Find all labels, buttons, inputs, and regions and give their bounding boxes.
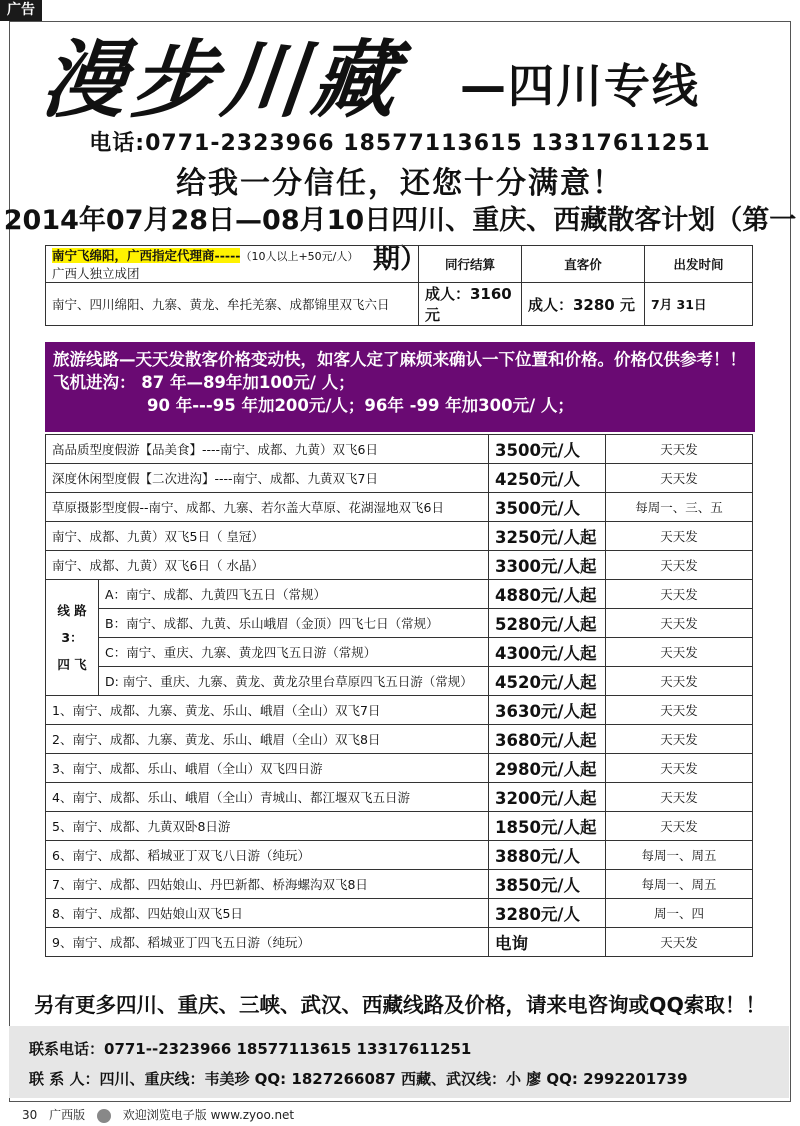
route-departure: 天天发	[606, 928, 753, 957]
route-departure: 天天发	[606, 522, 753, 551]
route-price: 5280元/人起	[489, 609, 606, 638]
contact-people: 联 系 人：四川、重庆线：韦美珍 QQ: 1827266087 西藏、武汉线：小 廖 QQ: 2992201739	[29, 1070, 688, 1088]
peer-price: 成人：3160元	[419, 283, 522, 326]
site-link[interactable]: 欢迎浏览电子版 www.zyoo.net	[122, 1108, 295, 1122]
agent-cell	[46, 246, 419, 283]
table-row	[46, 725, 753, 754]
route-price: 4300元/人起	[489, 638, 606, 667]
table-header-row	[46, 246, 753, 283]
direct-price: 成人：3280 元	[522, 283, 645, 326]
table-row	[46, 870, 753, 899]
route-name: 7、南宁、成都、四姑娘山、丹巴新都、桥海螺沟双飞8日	[46, 870, 489, 899]
notice-line-3: 90 年---95 年加200元/人；96年 -99 年加300元/ 人；	[147, 396, 574, 415]
plan-title: 2014年07月28日—08月10日四川、重庆、西藏散客计划（第一期）	[3, 205, 797, 275]
route-name: 高品质型度假游【品美食】----南宁、成都、九黄）双飞6日	[46, 435, 489, 464]
table-row	[46, 928, 753, 957]
route-name: 南宁、成都、九黄）双飞6日（ 水晶）	[46, 551, 489, 580]
table-row	[46, 609, 753, 638]
notice-banner	[45, 342, 755, 432]
route-title: —四川专线	[460, 59, 700, 113]
route-name: 1、南宁、成都、九寨、黄龙、乐山、峨眉（全山）双飞7日	[46, 696, 489, 725]
slogan: 给我一分信任，还您十分满意！	[176, 166, 624, 201]
contact-bar	[9, 1026, 789, 1098]
route-name: 8、南宁、成都、四姑娘山双飞5日	[46, 899, 489, 928]
table-row	[46, 754, 753, 783]
agent-highlight: 南宁飞绵阳，广西指定代理商-----	[52, 248, 241, 263]
route-price: 4250元/人	[489, 464, 606, 493]
table-row	[46, 580, 753, 609]
contact-phone: 联系电话：0771--2323966 18577113615 13317611251	[29, 1040, 472, 1058]
route-departure: 天天发	[606, 464, 753, 493]
route-departure: 天天发	[606, 783, 753, 812]
route-departure: 天天发	[606, 667, 753, 696]
table-row	[46, 667, 753, 696]
publisher-logo-icon	[97, 1109, 111, 1123]
col-peer-header: 同行结算	[419, 246, 522, 283]
route-price: 3500元/人	[489, 435, 606, 464]
route-name: 草原摄影型度假--南宁、成都、九寨、若尔盖大草原、花湖湿地双飞6日	[46, 493, 489, 522]
route-departure: 每周一、三、五	[606, 493, 753, 522]
route-name: 6、南宁、成都、稻城亚丁双飞八日游（纯玩）	[46, 841, 489, 870]
route-price: 电询	[489, 928, 606, 957]
table-row	[46, 435, 753, 464]
route-departure: 天天发	[606, 812, 753, 841]
table-row	[46, 493, 753, 522]
featured-route-name: 南宁、四川绵阳、九寨、黄龙、牟托羌寨、成都锦里双飞六日	[46, 283, 419, 326]
table-row	[46, 696, 753, 725]
route-name: 2、南宁、成都、九寨、黄龙、乐山、峨眉（全山）双飞8日	[46, 725, 489, 754]
route-price: 4880元/人起	[489, 580, 606, 609]
ad-tag: 广告	[0, 0, 42, 21]
table-row	[46, 899, 753, 928]
route-name: 4、南宁、成都、乐山、峨眉（全山）青城山、都江堰双飞五日游	[46, 783, 489, 812]
table-row	[46, 783, 753, 812]
route-name: A：南宁、成都、九黄四飞五日（常规）	[99, 580, 489, 609]
route-price: 3880元/人	[489, 841, 606, 870]
route-name: B：南宁、成都、九黄、乐山峨眉（金顶）四飞七日（常规）	[99, 609, 489, 638]
route-price: 3280元/人	[489, 899, 606, 928]
col-direct-header: 直客价	[522, 246, 645, 283]
route-departure: 天天发	[606, 638, 753, 667]
route-name: 深度休闲型度假【二次进沟】----南宁、成都、九黄双飞7日	[46, 464, 489, 493]
table-row	[46, 638, 753, 667]
route-price: 3680元/人起	[489, 725, 606, 754]
route-departure: 天天发	[606, 551, 753, 580]
table-row	[46, 522, 753, 551]
brand-title: 漫步川藏	[36, 30, 408, 129]
route-price-table	[45, 434, 753, 957]
route-departure: 周一、四	[606, 899, 753, 928]
route-price: 4520元/人起	[489, 667, 606, 696]
featured-route-table	[45, 245, 753, 326]
route-price: 2980元/人起	[489, 754, 606, 783]
route-price: 1850元/人起	[489, 812, 606, 841]
route-departure: 天天发	[606, 435, 753, 464]
col-date-header: 出发时间	[645, 246, 753, 283]
page-number: 30	[22, 1108, 38, 1122]
table-row	[46, 812, 753, 841]
table-row	[46, 464, 753, 493]
route-price: 3500元/人	[489, 493, 606, 522]
route-price: 3250元/人起	[489, 522, 606, 551]
route-price: 3630元/人起	[489, 696, 606, 725]
notice-line-2: 飞机进沟： 87 年—89年加100元/ 人；	[53, 373, 355, 392]
notice-line-1: 旅游线路—天天发散客价格变动快，如客人定了麻烦来确认一下位置和价格。价格仅供参考！！	[53, 350, 746, 369]
phone-numbers: 电话:0771-2323966 18577113615 13317611251	[89, 131, 711, 156]
route-departure: 每周一、周五	[606, 870, 753, 899]
agent-sub: 广西人独立成团	[52, 266, 140, 281]
route-price: 3200元/人起	[489, 783, 606, 812]
route-name: 南宁、成都、九黄）双飞5日（ 皇冠）	[46, 522, 489, 551]
route-departure: 天天发	[606, 725, 753, 754]
route-name: 5、南宁、成都、九黄双卧8日游	[46, 812, 489, 841]
table-row	[46, 551, 753, 580]
route-departure: 每周一、周五	[606, 841, 753, 870]
route-price: 3850元/人	[489, 870, 606, 899]
agent-note: （10人以上+50元/人）	[240, 250, 359, 263]
departure-date: 7月 31日	[645, 283, 753, 326]
route-departure: 天天发	[606, 609, 753, 638]
edition-label: 广西版	[49, 1108, 86, 1122]
route-name: D: 南宁、重庆、九寨、黄龙、黄龙尕里台草原四飞五日游（常规）	[99, 667, 489, 696]
route-name: 3、南宁、成都、乐山、峨眉（全山）双飞四日游	[46, 754, 489, 783]
more-routes-note: 另有更多四川、重庆、三峡、武汉、西藏线路及价格，请来电咨询或QQ索取！！	[34, 993, 766, 1017]
table-row	[46, 283, 753, 326]
route-group-label: 线 路 3： 四 飞	[46, 580, 99, 696]
route-departure: 天天发	[606, 580, 753, 609]
route-departure: 天天发	[606, 754, 753, 783]
table-row	[46, 841, 753, 870]
route-name: 9、南宁、成都、稻城亚丁四飞五日游（纯玩）	[46, 928, 489, 957]
route-departure: 天天发	[606, 696, 753, 725]
route-name: C：南宁、重庆、九寨、黄龙四飞五日游（常规）	[99, 638, 489, 667]
route-price: 3300元/人起	[489, 551, 606, 580]
page-footer	[22, 1106, 302, 1123]
